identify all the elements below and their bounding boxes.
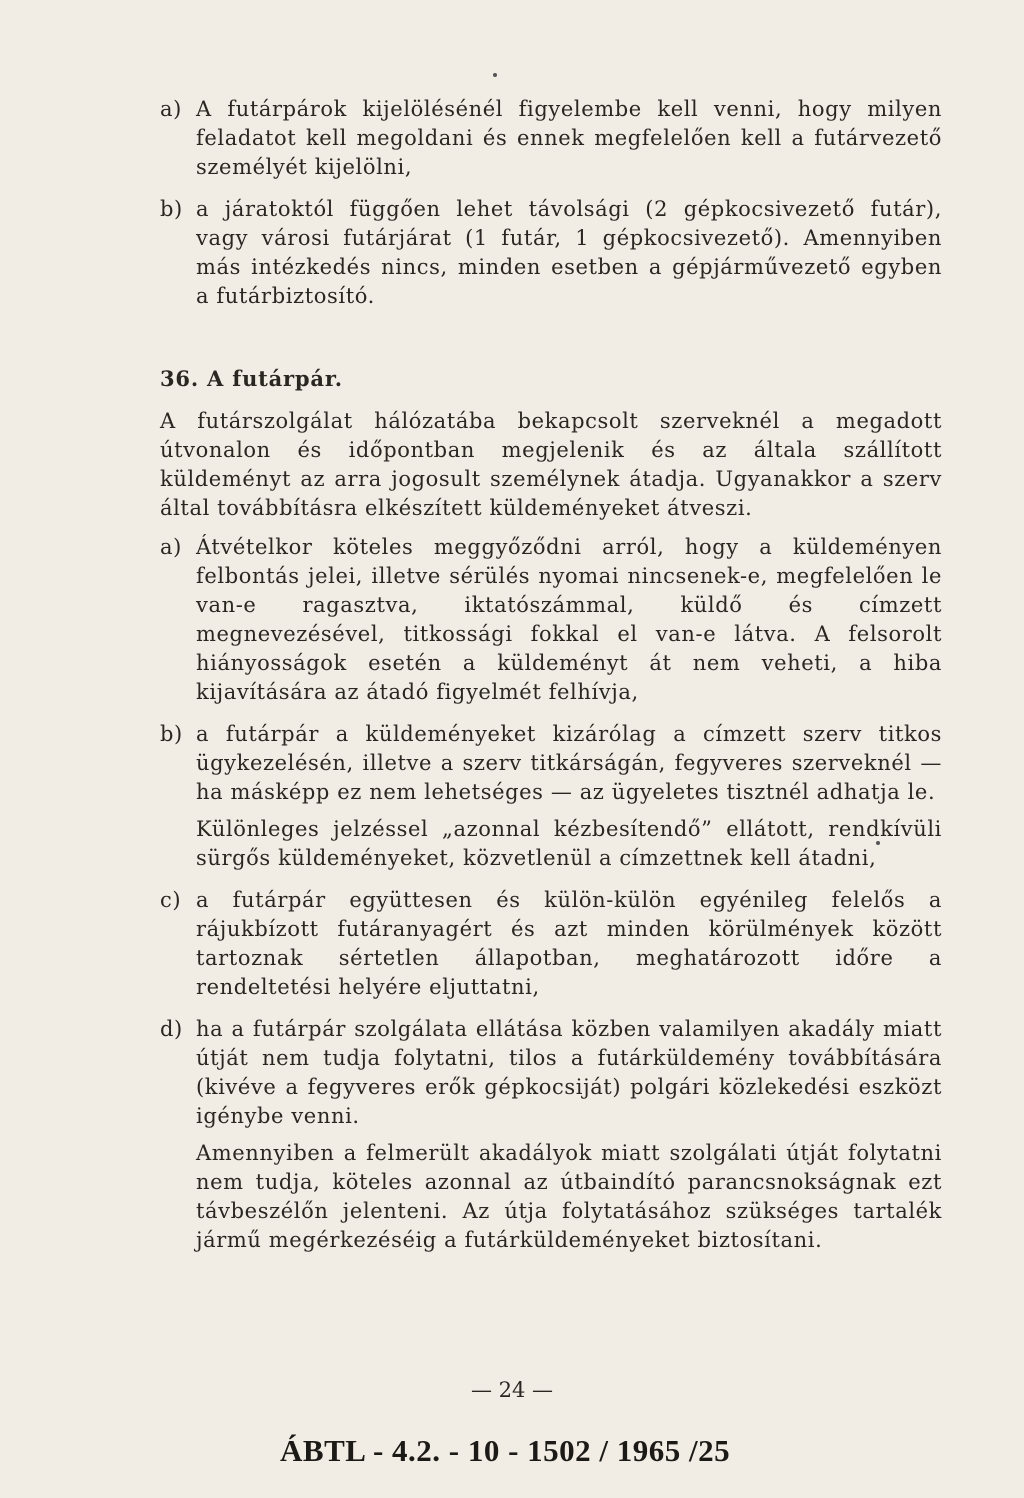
item-text: a járatoktól függően lehet távolsági (2 gépkocsivezető futár), vagy városi futárjárat (1 futár, 1 gépkocsivezető). Amennyiben más intézkedés nincs, minden esetben a gépjárművezető egyben a futárbiztosító. — [196, 197, 942, 308]
top-list — [160, 95, 942, 324]
list-item — [160, 95, 942, 182]
page-number: — 24 — — [470, 1378, 554, 1402]
item-text: A futárpárok kijelölésénél figyelembe kell venni, hogy milyen feladatot kell megoldani és ennek megfelelően kell a futárvezető személyét kijelölni, — [196, 97, 942, 179]
item-marker: b) — [160, 197, 183, 221]
item-marker: d) — [160, 1017, 183, 1041]
list-item — [160, 886, 942, 1002]
item-marker: b) — [160, 722, 183, 746]
list-item — [160, 720, 942, 807]
item-text: a futárpár együttesen és külön-külön egyénileg felelős a rájukbízott futáranyagért és azt minden körülmények között tartoznak sértetlen állapotban, meghatározott időre a rendeltetési helyére eljuttatni, — [196, 888, 942, 999]
item-marker: a) — [160, 535, 182, 559]
item-text: ha a futárpár szolgálata ellátása közben valamilyen akadály miatt útját nem tudja folytatni, tilos a futárküldemény továbbítására (kivéve a fegyveres erők gépkocsiját) polgári közlekedési eszközt igénybe venni. — [196, 1017, 942, 1128]
item-marker: c) — [160, 888, 182, 912]
section-heading: 36. A futárpár. — [160, 366, 343, 391]
list-item — [160, 533, 942, 707]
section-36 — [160, 364, 942, 1268]
item-text: Átvételkor köteles meggyőződni arról, hogy a küldeményen felbontás jelei, illetve sérülés nyomai nincsenek-e, megfelelően le van-e ragasztva, iktatószámmal, küldő és címzett megnevezésével, titkossági fokkal el van-e látva. A felsorolt hiányosságok esetén a küldeményt át nem veheti, a hiba kijavítására az átadó figyelmét felhívja, — [196, 535, 942, 704]
urgent-note: Különleges jelzéssel „azonnal kézbesítendő” ellátott, rendkívüli sürgős küldeményeket, közvetlenül a címzettnek kell átadni, — [196, 817, 942, 870]
item-text: a futárpár a küldeményeket kizárólag a címzett szerv titkos ügykezelésén, illetve a szerv titkárságán, fegyveres szerveknél — ha másképp ez nem lehetséges — az ügyeletes tisztnél adhatja le. — [196, 722, 942, 804]
list-item — [160, 195, 942, 311]
list-item — [160, 1015, 942, 1131]
paper-speck — [493, 73, 497, 77]
obstacle-note: Amennyiben a felmerült akadályok miatt szolgálati útját folytatni nem tudja, köteles azonnal az útbaindító parancsnokságnak ezt távbeszélőn jelenteni. Az útja folytatásához szükséges tartalék jármű megérkezéséig a futárküldeményeket biztosítani. — [196, 1141, 942, 1252]
section-intro: A futárszolgálat hálózatába bekapcsolt szerveknél a megadott útvonalon és időpontban megjelenik és az általa szállított küldeményt az arra jogosult személynek átadja. Ugyanakkor a szerv által továbbításra elkészített küldeményeket átveszi. — [160, 409, 942, 520]
archive-reference: ÁBTL - 4.2. - 10 - 1502 / 1965 /25 — [280, 1433, 731, 1468]
item-marker: a) — [160, 97, 182, 121]
